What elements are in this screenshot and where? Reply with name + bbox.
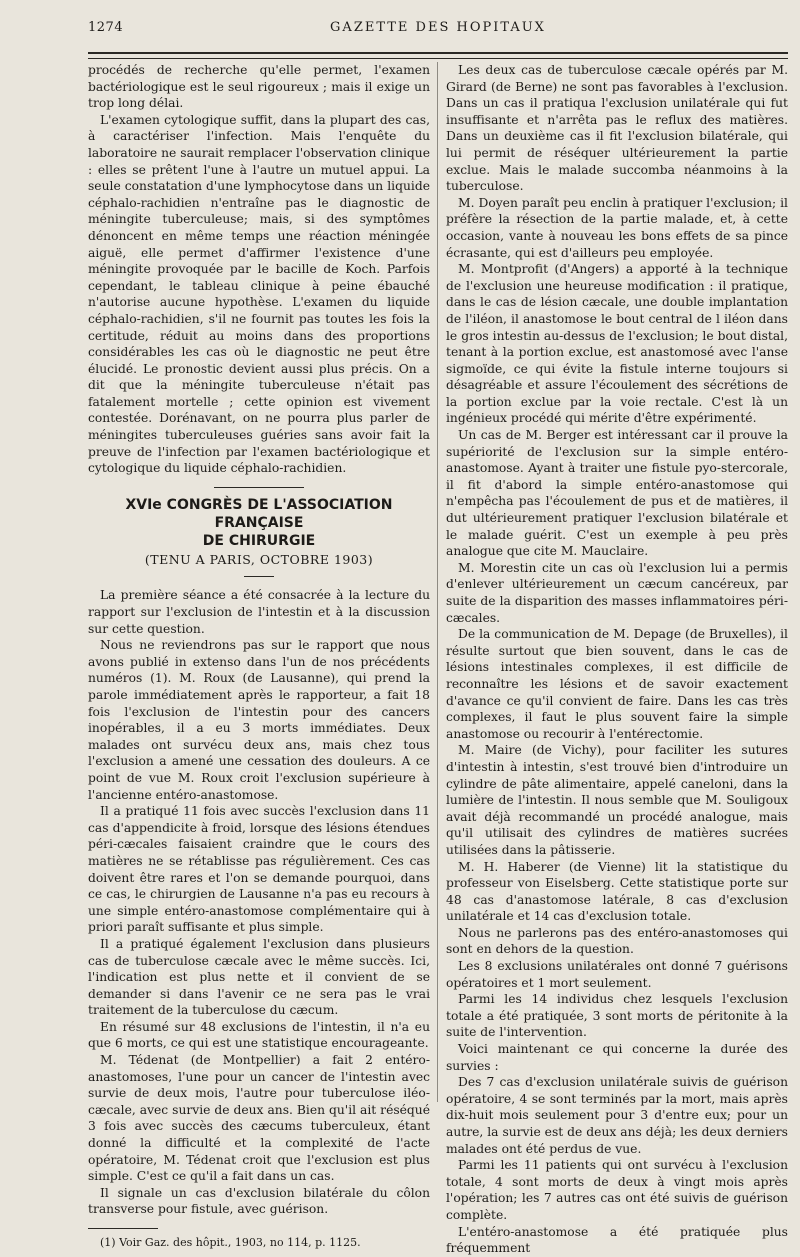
footnote: (1) Voir Gaz. des hôpit., 1903, no 114, p. 1125.: [100, 1236, 361, 1249]
article-paragraph: Parmi les 11 patients qui ont survécu à l'exclusion totale, 4 sont morts de deux à vingt mois après l'opération; les 7 autres cas ont été suivis de guérison complète.: [446, 1158, 788, 1222]
article-paragraph: Parmi les 14 individus chez lesquels l'exclusion totale a été pratiquée, 3 sont morts de péritonite à la suite de l'intervention.: [446, 992, 788, 1040]
article-paragraph: Il signale un cas d'exclusion bilatérale du côlon transverse pour fistule, avec guérison.: [88, 1185, 430, 1217]
article-paragraph: Des 7 cas d'exclusion unilatérale suivis de guérison opératoire, 4 se sont terminés par la mort, mais après dix-huit mois seulement pour 3 d'entre eux; pour un autre, la survie est de deux ans déjà; les deux derniers malades ont été perdus de vue.: [446, 1075, 788, 1156]
article-paragraph: Les deux cas de tuberculose cæcale opérés par M. Girard (de Berne) ne sont pas favorables à l'exclusion. Dans un cas il pratiqua l'exclusion unilatérale qui fut insuffisante et n'arrêta pas le reflux des matières. Dans un deuxième cas il fit l'exclusion bilatérale, qui lui permit de réséquer ultérieurement la partie exclue. Mais le malade succomba néanmoins à la tuberculose.: [446, 63, 788, 194]
section-title: XVIe CONGRÈS DE L'ASSOCIATION FRANÇAISE: [125, 496, 393, 531]
article-paragraph: De la communication de M. Depage (de Bruxelles), il résulte surtout que bien souvent, dans le cas de lésions intestinales complexes, il est difficile de reconnaître les lésions et de savoir exactement d'avance ce qu'il convient de faire. Dans les cas très complexes, il faut le plus souvent faire la simple anastomose ou recourir à l'entérectomie.: [446, 627, 788, 741]
column-divider: [437, 62, 438, 1102]
article-paragraph: Un cas de M. Berger est intéressant car il prouve la supériorité de l'exclusion sur la simple entéro-anastomose. Ayant à traiter une fistule pyo-stercorale, il fit d'abord la simple entéro-anastomose qui n'empêcha pas l'écoulement de pus et de matières, il dut ultérieurement pratiquer l'exclusion bilatérale et le malade guérit. C'est un exemple à peu près analogue que cite M. Mauclaire.: [446, 428, 788, 559]
section-separator: [214, 487, 304, 488]
subtitle-rule: [244, 576, 274, 577]
left-column: [88, 62, 430, 1252]
footnote-rule: [88, 1228, 158, 1229]
journal-title: GAZETTE DES HOPITAUX: [330, 20, 546, 35]
article-paragraph: En résumé sur 48 exclusions de l'intestin, il n'a eu que 6 morts, ce qui est une statistique encourageante.: [88, 1019, 430, 1051]
article-paragraph: M. Montprofit (d'Angers) a apporté à la technique de l'exclusion une heureuse modification : il pratique, dans le cas de lésion cæcale, une double implantation de l'iléon, il anastomose le bout central de l iléon dans le gros intestin au-dessus de l'exclusion; le bout distal, tenant à la portion exclue, est anastomosé avec l'anse sigmoïde, ce qui évite la fistule interne toujours si désagréable et assure l'écoulement des sécrétions de la portion exclue par la voie rectale. C'est là un ingénieux procédé qui mérite d'être expérimenté.: [446, 262, 788, 426]
article-paragraph: Les 8 exclusions unilatérales ont donné 7 guérisons opératoires et 1 mort seulement.: [446, 959, 788, 990]
right-column: [446, 62, 788, 1257]
article-paragraph: M. H. Haberer (de Vienne) lit la statistique du professeur von Eiselsberg. Cette statistique porte sur 48 cas d'anastomose latérale, 8 cas d'exclusion unilatérale et 14 cas d'exclusion totale.: [446, 859, 788, 924]
page-header: [88, 20, 788, 42]
article-paragraph: Voici maintenant ce qui concerne la durée des survies :: [446, 1042, 788, 1073]
header-rule: [88, 52, 788, 59]
article-paragraph: M. Maire (de Vichy), pour faciliter les sutures d'intestin à intestin, s'est trouvé bien d'introduire un cylindre de pâte alimentaire, appelé caneloni, dans la lumière de l'intestin. Il nous semble que M. Souligoux avait déjà recommandé un procédé analogue, mais qu'il utilisait des cylindres de matières sucrées utilisées dans la pâtisserie.: [446, 743, 788, 857]
section-subtitle: (TENU A PARIS, OCTOBRE 1903): [144, 551, 374, 567]
article-paragraph: M. Tédenat (de Montpellier) a fait 2 entéro-anastomoses, l'une pour un cancer de l'intestin avec survie de deux mois, l'autre pour tuberculose iléo-cæcale, avec survie de deux ans. Bien qu'il ait réséqué 3 fois avec succès des cæcums tuberculeux, étant donné la difficulté et la complexité de l'acte opératoire, M. Tédenat croit que l'exclusion est plus simple. C'est ce qu'il a fait dans un cas.: [88, 1053, 430, 1184]
article-paragraph: L'examen cytologique suffit, dans la plupart des cas, à caractériser l'infection. Mais l'enquête du laboratoire ne saurait remplacer l'observation clinique : elles se prêtent l'une à l'autre un mutuel appui. La seule constatation d'une lymphocytose dans un liquide céphalo-rachidien n'entraîne pas le diagnostic de méningite tuberculeuse; mais, si des symptômes dénoncent en même temps une réaction méningée aiguë, elle permet d'affirmer l'existence d'une méningite provoquée par le bacille de Koch. Parfois cependant, le tableau clinique à peine ébauché n'autorise aucune hypothèse. L'examen du liquide céphalo-rachidien, s'il ne fournit pas toutes les fois la certitude, réduit au moins dans des proportions considérables les cas où le diagnostic ne peut être élucidé. Le pronostic devient aussi plus précis. On a dit que la méningite tuberculeuse n'était pas fatalement mortelle ; cette opinion est vivement contestée. Dorénavant, on ne pourra plus parler de méningites tuberculeuses guéries sans avoir fait la preuve de l'infection par l'examen bactériologique et cytologique du liquide céphalo-rachidien.: [88, 112, 430, 476]
section-title-continued: DE CHIRURGIE: [202, 532, 316, 549]
article-paragraph: Nous ne reviendrons pas sur le rapport que nous avons publié in extenso dans l'un de nos précédents numéros (1). M. Roux (de Lausanne), qui prend la parole immédiatement après le rapporteur, a fait 18 fois l'exclusion de l'intestin pour des cancers inopérables, il a eu 3 morts immédiates. Deux malades ont survécu deux ans, mais chez tous l'exclusion a amené une cessation des douleurs. A ce point de vue M. Roux croit l'exclusion supérieure à l'ancienne entéro-anastomose.: [88, 638, 430, 802]
page-number: 1274: [88, 20, 124, 35]
article-paragraph: procédés de recherche qu'elle permet, l'examen bactériologique est le seul rigoureux ; mais il exige un trop long délai.: [88, 63, 430, 111]
article-paragraph: Il a pratiqué également l'exclusion dans plusieurs cas de tuberculose cæcale avec le même succès. Ici, l'indication est plus nette et il convient de se demander si dans l'avenir ce ne sera pas le vrai traitement de la tuberculose du cæcum.: [88, 936, 430, 1018]
article-paragraph: M. Doyen paraît peu enclin à pratiquer l'exclusion; il préfère la résection de la partie malade, et, à cette occasion, vante à nouveau les bons effets de sa pince écrasante, qui est d'ailleurs peu employée.: [446, 195, 788, 260]
article-paragraph: L'entéro-anastomose a été pratiquée plus fréquemment: [446, 1224, 788, 1256]
article-paragraph: Il a pratiqué 11 fois avec succès l'exclusion dans 11 cas d'appendicite à froid, lorsque des lésions étendues péri-cæcales faisaient craindre que le cours des matières ne se rétablisse pas régulièrement. Ces cas doivent être rares et l'on se demande pourquoi, dans ce cas, le chirurgien de Lausanne n'a pas eu recours à une simple entéro-anastomose complémentaire qui à priori paraît suffisante et plus simple.: [88, 804, 430, 935]
article-paragraph: Nous ne parlerons pas des entéro-anastomoses qui sont en dehors de la question.: [446, 925, 788, 957]
article-paragraph: La première séance a été consacrée à la lecture du rapport sur l'exclusion de l'intestin et à la discussion sur cette question.: [88, 588, 430, 636]
article-paragraph: M. Morestin cite un cas où l'exclusion lui a permis d'enlever ultérieurement un cæcum cancéreux, par suite de la disparition des masses inflammatoires péri-cæcales.: [446, 560, 788, 625]
